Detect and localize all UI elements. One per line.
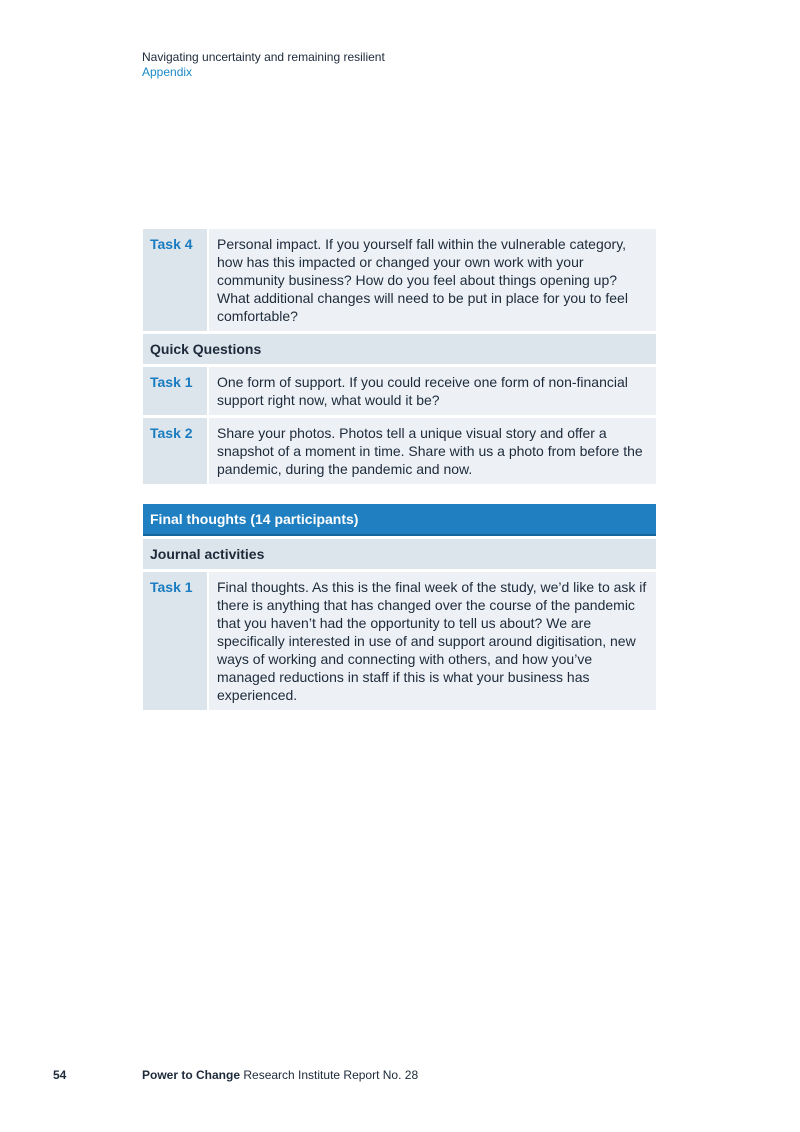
organisation-name: Power to Change [142,1068,241,1082]
task-label: Task 2 [143,418,207,484]
section-name: Appendix [142,65,193,79]
table-row [143,418,656,484]
table-row [143,572,656,710]
task-label: Task 4 [143,229,207,331]
report-title [142,1068,418,1083]
task-label: Task 1 [143,367,207,415]
page-number: 54 [53,1068,67,1082]
final-thoughts-table [143,504,656,713]
task-description: One form of support. If you could receive one form of non-financial support right now, what would it be? [209,367,656,415]
quick-questions-heading: Quick Questions [143,334,656,364]
document-title: Navigating uncertainty and remaining resilient [142,50,385,64]
table-row [143,367,656,415]
activities-table [143,229,656,487]
task-description: Personal impact. If you yourself fall within the vulnerable category, how has this impacted or changed your own work with your community business? How do you feel about things opening up? What additional changes will need to be put in place for you to feel comfortable? [209,229,656,331]
task-label: Task 1 [143,572,207,710]
task-description: Share your photos. Photos tell a unique visual story and offer a snapshot of a moment in time. Share with us a photo from before the pandemic, during the pandemic and now. [209,418,656,484]
table-row [143,229,656,331]
journal-activities-heading: Journal activities [143,539,656,569]
report-name: Research Institute Report No. 28 [243,1068,419,1082]
running-header [142,50,385,80]
task-description: Final thoughts. As this is the final week of the study, we’d like to ask if there is anything that has changed over the course of the pandemic that you haven’t had the opportunity to tell us about? We are specifically interested in use of and support around digitisation, new ways of working and connecting with others, and how you’ve managed reductions in staff if this is what your business has experienced. [209,572,656,710]
final-thoughts-heading: Final thoughts (14 participants) [143,504,656,536]
